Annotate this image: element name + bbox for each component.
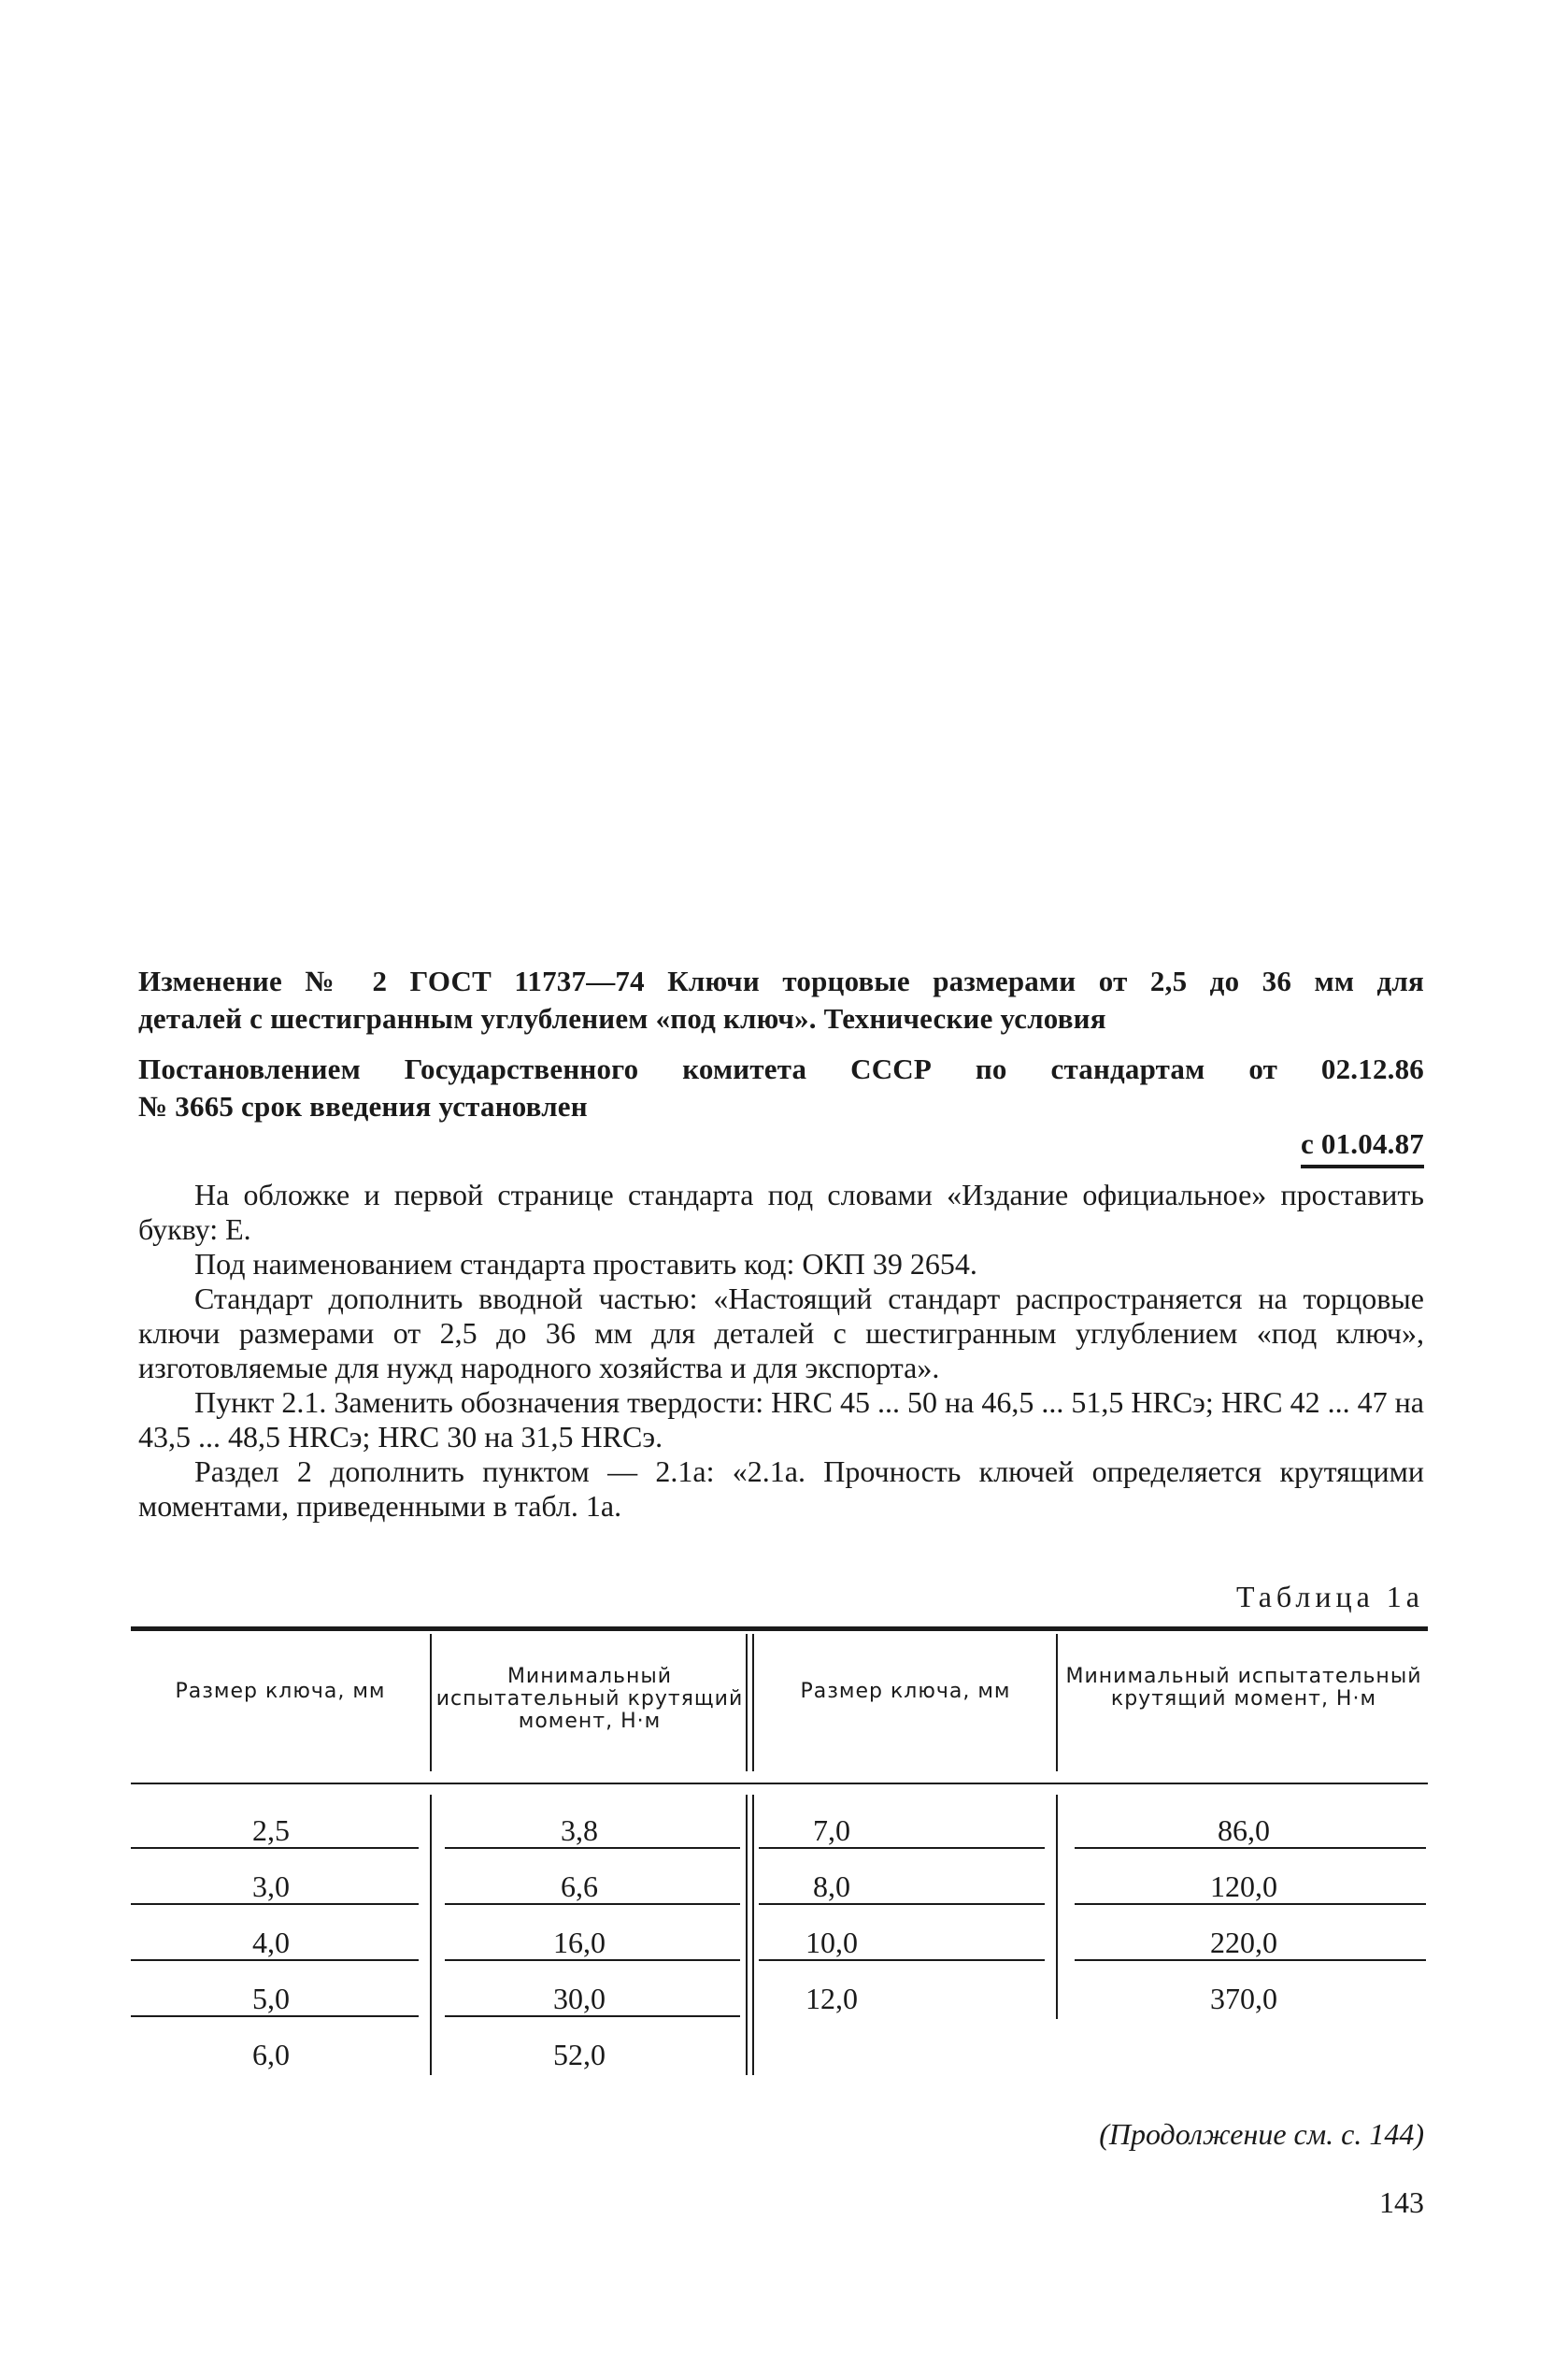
row-underline: [445, 1959, 740, 1961]
left-torque-cell: 6,6: [561, 1869, 598, 1903]
row-underline: [131, 1959, 419, 1961]
continuation-note: (Продолжение см. с. 144): [1099, 2117, 1424, 2151]
table-vline: [1056, 1634, 1058, 1771]
header-line-4: № 3665 срок введения установлен: [138, 1090, 588, 1123]
left-size-cell: 6,0: [252, 2038, 290, 2071]
left-torque-cell: 3,8: [561, 1813, 598, 1847]
table-vline: [752, 1795, 754, 2075]
paragraph-2: Под наименованием стандарта проставить код: ОКП 39 2654.: [194, 1247, 977, 1281]
header-line-3: Постановлением Государственного комитета СССР по стандартам от 02.12.86: [138, 1053, 1424, 1085]
header-size-left: Размер ключа, мм: [175, 1680, 386, 1703]
row-underline: [131, 1847, 419, 1849]
row-underline: [759, 1903, 1045, 1905]
header-line-1: Изменение № 2 ГОСТ 11737—74 Ключи торцовые размерами от 2,5 до 36 мм для: [138, 965, 1424, 997]
paragraph-1: На обложке и первой странице стандарта под словами «Издание официальное» проставить букву: Е.: [138, 1178, 1424, 1246]
table-vline: [430, 1795, 432, 2075]
table-caption: Таблица 1а: [1235, 1580, 1424, 1613]
left-size-cell: 2,5: [252, 1813, 290, 1847]
row-underline: [1075, 1959, 1426, 1961]
page-number: 143: [1379, 2185, 1424, 2219]
row-underline: [1075, 1847, 1426, 1849]
table-top-rule: [131, 1626, 1428, 1631]
header-size-right: Размер ключа, мм: [800, 1680, 1011, 1703]
left-size-cell: 4,0: [252, 1926, 290, 1959]
row-underline: [131, 1903, 419, 1905]
right-size-cell: 12,0: [805, 1982, 858, 2015]
row-underline: [445, 1903, 740, 1905]
left-size-cell: 3,0: [252, 1869, 290, 1903]
left-torque-cell: 30,0: [553, 1982, 606, 2015]
left-torque-cell: 16,0: [553, 1926, 606, 1959]
paragraph-3: Стандарт дополнить вводной частью: «Настоящий стандарт распространяется на торцовые ключи размерами от 2,5 до 36 мм для деталей с шестигранным углублением «под ключ», изготовляемые для нужд народного хозяйства и для экспорта».: [138, 1282, 1424, 1384]
table-header-rule: [131, 1783, 1428, 1784]
left-size-cell: 5,0: [252, 1982, 290, 2015]
paragraph-5: Раздел 2 дополнить пунктом — 2.1а: «2.1а. Прочность ключей определяется крутящими моментами, приведенными в табл. 1а.: [138, 1454, 1424, 1523]
right-size-cell: 10,0: [805, 1926, 858, 1959]
paragraph-4: Пункт 2.1. Заменить обозначения твердости: HRC 45 ... 50 на 46,5 ... 51,5 HRCэ; HRC 42 ... 47 на 43,5 ... 48,5 HRCэ; HRC 30 на 31,5 HRCэ.: [138, 1385, 1425, 1454]
torque-table: [131, 1626, 1428, 2094]
right-torque-cell: 370,0: [1210, 1982, 1277, 2015]
row-underline: [445, 1847, 740, 1849]
right-size-cell: 7,0: [813, 1813, 850, 1847]
table-vline: [430, 1634, 432, 1771]
effective-date-row: [138, 1125, 1424, 1168]
row-underline: [759, 1959, 1045, 1961]
row-underline: [131, 2015, 419, 2017]
header-line-2: деталей с шестигранным углублением «под ключ». Технические условия: [138, 1002, 1106, 1035]
right-torque-cell: 120,0: [1210, 1869, 1277, 1903]
row-underline: [1075, 1903, 1426, 1905]
table-vline: [746, 1634, 748, 1771]
right-size-cell: 8,0: [813, 1869, 850, 1903]
right-torque-cell: 220,0: [1210, 1926, 1277, 1959]
row-underline: [759, 1847, 1045, 1849]
amendment-header: [138, 963, 1424, 1168]
right-torque-cell: 86,0: [1218, 1813, 1270, 1847]
table-vline: [752, 1634, 754, 1771]
table-vline: [746, 1795, 748, 2075]
header-torque-left: Минимальный испытательный крутящий момент, Н·м: [435, 1665, 744, 1733]
left-torque-cell: 52,0: [553, 2038, 606, 2071]
table-vline: [1056, 1795, 1058, 2019]
amendment-body: [138, 1178, 1424, 1524]
effective-date: с 01.04.87: [1301, 1125, 1424, 1168]
header-torque-right: Минимальный испытательный крутящий момент, Н·м: [1065, 1665, 1422, 1711]
row-underline: [445, 2015, 740, 2017]
